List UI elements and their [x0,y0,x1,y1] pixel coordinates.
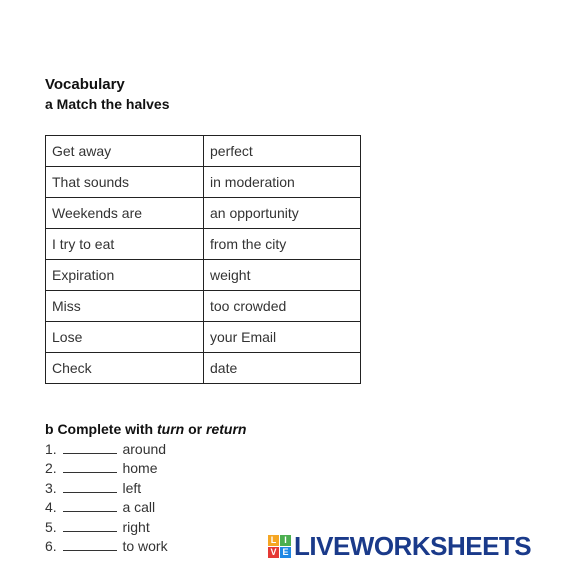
answer-blank[interactable] [63,518,117,532]
left-half-cell: I try to eat [46,229,204,260]
match-halves-table [45,135,361,384]
list-item [45,537,168,556]
table-row [46,291,361,322]
section-b-heading [45,421,246,437]
answer-blank[interactable] [63,459,117,473]
page-title: Vocabulary [45,76,125,93]
list-item [45,479,168,498]
left-half-cell: Get away [46,136,204,167]
left-half-cell: Check [46,353,204,384]
item-number: 3. [45,479,57,496]
logo-tile-l: L [268,535,279,546]
list-item [45,518,168,537]
table-row [46,353,361,384]
table-row [46,136,361,167]
item-number: 6. [45,537,57,554]
left-half-cell: Expiration [46,260,204,291]
right-half-cell: weight [204,260,361,291]
logo-text: LIVEWORKSHEETS [294,530,532,561]
left-half-cell: Lose [46,322,204,353]
item-text: around [122,441,167,457]
right-half-cell: date [204,353,361,384]
right-half-cell: perfect [204,136,361,167]
word-return: return [206,421,247,437]
right-half-cell: your Email [204,322,361,353]
logo-tile-e: E [280,547,291,558]
answer-blank[interactable] [63,440,117,454]
item-text: right [122,518,150,535]
section-a-heading: a Match the halves [45,96,170,112]
item-number: 2. [45,460,57,477]
left-half-cell: That sounds [46,167,204,198]
logo-tile-i: I [280,535,291,546]
left-half-cell: Miss [46,291,204,322]
list-item [45,459,168,478]
table-row [46,198,361,229]
item-text: to work [122,537,168,554]
table-row [46,167,361,198]
section-b-prefix: b Complete with [45,421,157,437]
item-text: a call [122,499,156,516]
logo-tile-v: V [268,547,279,558]
live-tiles-icon [268,535,291,558]
right-half-cell: in moderation [204,167,361,198]
liveworksheets-logo [268,532,531,560]
list-item [45,498,168,517]
table-row [46,260,361,291]
word-turn: turn [157,421,185,437]
item-number: 5. [45,518,57,535]
item-text: left [122,479,142,496]
section-b-middle: or [184,421,206,437]
list-item [45,440,168,459]
answer-blank[interactable] [63,498,117,512]
right-half-cell: too crowded [204,291,361,322]
table-row [46,229,361,260]
answer-blank[interactable] [63,479,117,493]
item-text: home [122,460,158,477]
item-number: 1. [45,441,57,457]
table-row [46,322,361,353]
item-number: 4. [45,499,57,516]
answer-blank[interactable] [63,537,117,551]
right-half-cell: from the city [204,229,361,260]
exercise-list [45,440,168,556]
right-half-cell: an opportunity [204,198,361,229]
left-half-cell: Weekends are [46,198,204,229]
